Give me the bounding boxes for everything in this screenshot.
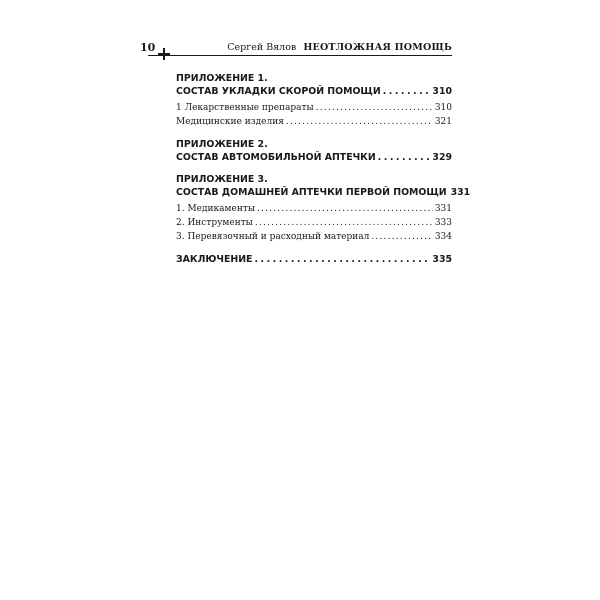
- running-head: [227, 42, 452, 54]
- toc-entry-title: ЗАКЛЮЧЕНИЕ: [176, 254, 253, 265]
- running-head-title: НЕОТЛОЖНАЯ ПОМОЩЬ: [303, 42, 452, 53]
- toc-subentry-title: Медицинские изделия: [176, 117, 284, 127]
- toc-subentry-title: 3. Перевязочный и расходный материал: [176, 232, 370, 242]
- toc-subentry[interactable]: [176, 115, 452, 129]
- toc-entry-page: 335: [432, 254, 452, 265]
- appendix-2-label: ПРИЛОЖЕНИЕ 2.: [176, 139, 268, 150]
- toc-appendix-1: [176, 72, 452, 129]
- dot-leader: [286, 115, 433, 129]
- dot-leader: [255, 216, 433, 230]
- toc-subentry-title: 2. Инструменты: [176, 218, 253, 228]
- dot-leader: [371, 230, 432, 244]
- toc-subentry-page: 331: [434, 204, 452, 214]
- toc-subentry[interactable]: [176, 216, 452, 230]
- toc-subentry-page: 310: [434, 103, 452, 113]
- toc-subentry-page: 334: [434, 232, 452, 242]
- toc-appendix-3: [176, 173, 471, 244]
- toc-subentry-title: 1. Медикаменты: [176, 204, 255, 214]
- dot-leader: [378, 151, 431, 164]
- toc-entry-title: СОСТАВ УКЛАДКИ СКОРОЙ ПОМОЩИ: [176, 86, 381, 97]
- toc-entry-title: СОСТАВ АВТОМОБИЛЬНОЙ АПТЕЧКИ: [176, 152, 376, 163]
- toc-subentry-page: 333: [434, 218, 452, 228]
- toc-entry-appendix-3[interactable]: [176, 186, 471, 199]
- toc-entry-title: СОСТАВ ДОМАШНЕЙ АПТЕЧКИ ПЕРВОЙ ПОМОЩИ: [176, 187, 447, 198]
- appendix-1-subentries: [176, 101, 452, 129]
- dot-leader: [383, 85, 431, 98]
- appendix-1-label: ПРИЛОЖЕНИЕ 1.: [176, 73, 268, 84]
- toc-appendix-2: [176, 138, 452, 164]
- toc-subentry-page: 321: [434, 117, 452, 127]
- toc-subentry[interactable]: [176, 101, 452, 115]
- crop-mark-icon: [158, 48, 170, 60]
- header-rule: [148, 55, 452, 56]
- running-head-author: Сергей Вялов: [227, 42, 297, 53]
- page-number: 10: [140, 41, 156, 54]
- toc-subentry[interactable]: [176, 202, 452, 216]
- toc-subentry-title: 1 Лекарственные препараты: [176, 103, 314, 113]
- toc-entry-conclusion[interactable]: [176, 253, 452, 266]
- dot-leader: [316, 101, 433, 115]
- dot-leader: [254, 253, 430, 266]
- dot-leader: [257, 202, 433, 216]
- appendix-3-label: ПРИЛОЖЕНИЕ 3.: [176, 174, 268, 185]
- toc-entry-page: 331: [450, 187, 471, 198]
- table-of-contents: [176, 72, 471, 266]
- toc-entry-page: 329: [432, 152, 452, 163]
- toc-entry-appendix-2[interactable]: [176, 151, 452, 164]
- appendix-3-subentries: [176, 202, 452, 244]
- toc-entry-appendix-1[interactable]: [176, 85, 452, 98]
- toc-entry-page: 310: [432, 86, 452, 97]
- toc-subentry[interactable]: [176, 230, 452, 244]
